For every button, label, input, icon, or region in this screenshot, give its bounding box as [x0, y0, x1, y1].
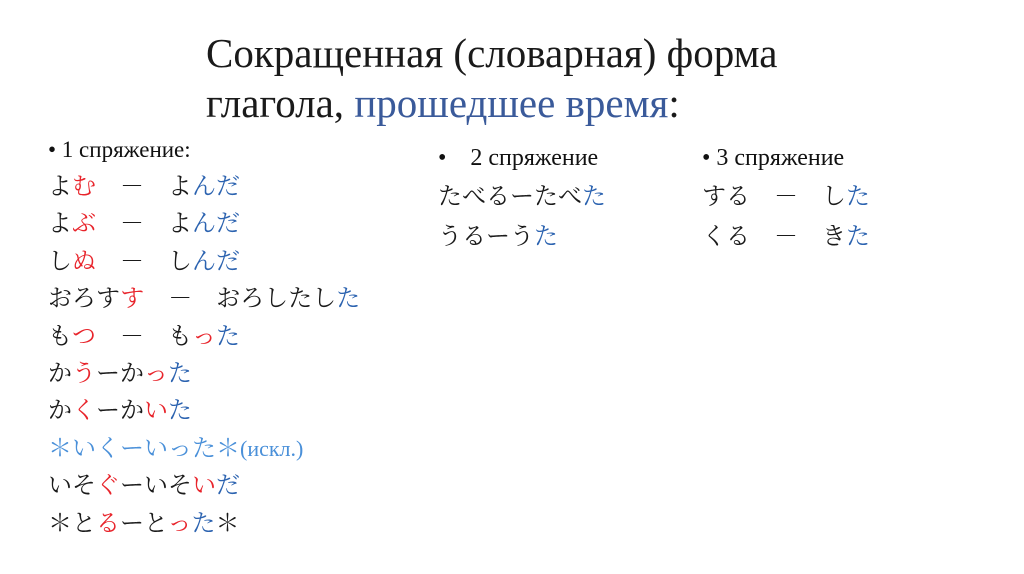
verb-segment: む — [72, 172, 96, 200]
verb-conjugation-row — [48, 280, 360, 317]
verb-segment: た — [168, 396, 192, 425]
verb-conjugation-row — [48, 243, 360, 280]
column-3-header: • 3 спряжение — [702, 145, 845, 171]
verb-segment: たべるーたべ — [438, 182, 582, 210]
title-line-2-end: : — [668, 80, 680, 126]
title-line-1: Сокращенная (словарная) форма — [206, 30, 778, 76]
verb-segment: よ — [48, 172, 72, 200]
verb-segment: よ — [168, 172, 192, 200]
verb-conjugation-row — [438, 216, 606, 256]
verb-segment: おろしたし — [216, 284, 337, 313]
verb-segment: も — [168, 321, 192, 350]
verb-segment: く — [72, 396, 96, 425]
verb-conjugation-row — [438, 176, 606, 216]
verb-segment: よ — [48, 209, 72, 238]
verb-conjugation-row — [48, 318, 360, 355]
verb-conjugation-row — [702, 176, 870, 216]
verb-segment: し — [168, 246, 192, 275]
verb-segment: ぐ — [96, 471, 120, 500]
verb-segment: － — [96, 209, 168, 238]
verb-segment: くる － き — [702, 222, 846, 250]
verb-segment: っ — [167, 508, 192, 537]
verb-segment: んだ — [192, 172, 240, 200]
verb-segment: た — [168, 358, 192, 387]
column-2-header: • 2 спряжение — [438, 145, 599, 171]
verb-segment: つ — [72, 321, 96, 350]
verb-conjugation-row — [48, 467, 360, 504]
verb-conjugation-row — [48, 430, 360, 467]
verb-segment: う — [72, 358, 96, 387]
verb-segment: ーと — [120, 508, 168, 537]
conjugation-column-3 — [702, 140, 870, 256]
verb-segment: おろす — [48, 284, 121, 313]
verb-segment: ＊と — [48, 508, 96, 537]
verb-segment: だ — [216, 471, 240, 500]
verb-segment: する － し — [702, 182, 846, 210]
verb-segment: る — [96, 508, 120, 537]
verb-segment: っ — [144, 358, 168, 387]
verb-segment: た — [336, 284, 361, 313]
verb-conjugation-row — [48, 355, 360, 392]
verb-segment: ーか — [96, 396, 144, 425]
verb-segment: た — [846, 222, 870, 250]
verb-segment: か — [48, 358, 72, 387]
verb-segment: ぶ — [72, 209, 96, 238]
verb-segment: よ — [168, 209, 192, 238]
title-line-2 — [206, 78, 1006, 128]
verb-conjugation-row — [48, 505, 360, 542]
verb-segment: － — [144, 284, 217, 313]
conjugation-column-1 — [48, 132, 360, 542]
verb-segment: た — [846, 182, 870, 210]
verb-segment: － — [96, 172, 168, 200]
verb-segment: いそ — [48, 471, 96, 500]
slide-title — [206, 28, 1006, 128]
verb-segment: い — [192, 471, 216, 500]
verb-segment: っ — [192, 321, 216, 350]
column-1-rows — [48, 168, 360, 542]
verb-segment: ＊いくーいった＊ — [48, 433, 240, 462]
verb-segment: んだ — [192, 209, 240, 238]
column-2-rows — [438, 176, 606, 256]
verb-segment: ぬ — [72, 246, 96, 275]
verb-segment: し — [48, 246, 72, 275]
title-line-2-main: глагола, — [206, 80, 355, 126]
verb-segment: － — [96, 246, 168, 275]
verb-segment: た — [582, 182, 606, 210]
verb-conjugation-row — [48, 168, 360, 205]
verb-segment: － — [96, 321, 168, 350]
verb-segment: (искл.) — [240, 435, 304, 461]
verb-segment: んだ — [192, 246, 240, 275]
verb-segment: た — [534, 222, 558, 250]
verb-conjugation-row — [48, 205, 360, 242]
column-1-header: • 1 спряжение: — [48, 137, 191, 162]
verb-segment: うるーう — [438, 222, 534, 250]
verb-segment: ＊ — [215, 508, 240, 537]
verb-segment: た — [216, 321, 240, 350]
verb-segment: か — [48, 396, 72, 425]
verb-segment: ーいそ — [120, 471, 192, 500]
column-3-rows — [702, 176, 870, 256]
title-line-2-accent: прошедшее время — [354, 80, 669, 126]
verb-segment: す — [120, 284, 145, 313]
verb-conjugation-row — [702, 216, 870, 256]
verb-segment: も — [48, 321, 72, 350]
verb-segment: い — [144, 396, 168, 425]
conjugation-column-2 — [438, 140, 606, 256]
verb-conjugation-row — [48, 392, 360, 429]
verb-segment: ーか — [96, 358, 144, 387]
verb-segment: た — [191, 508, 216, 537]
